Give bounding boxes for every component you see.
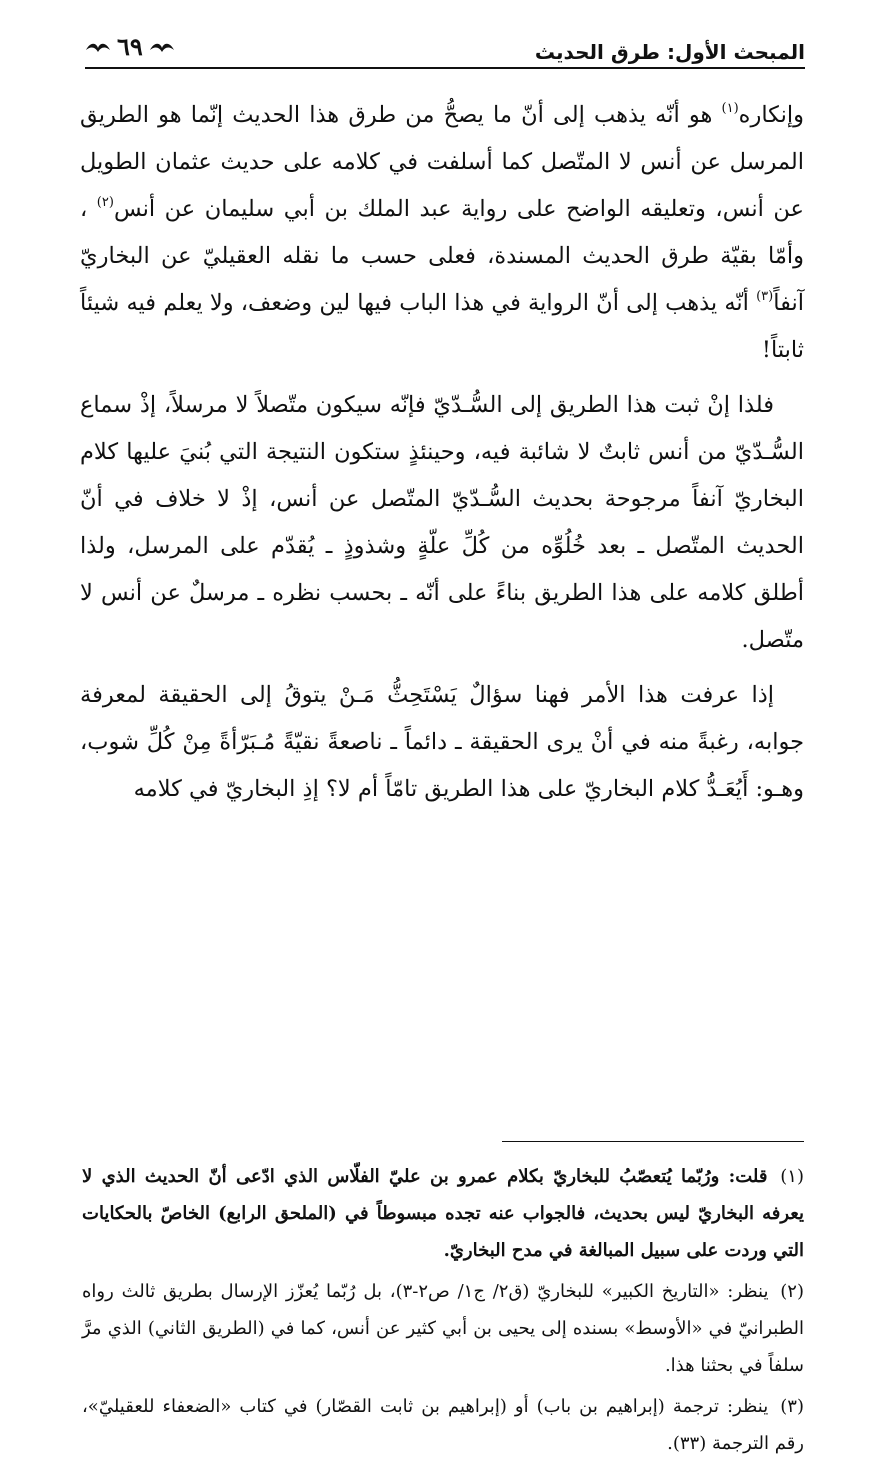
right-ornament-icon [149,40,175,54]
header-rule [85,67,805,69]
footnote-1: (١) قلت: ورُبّما يُتعصّبُ للبخاريّ بكلام عمرو بن عليّ الفلّاس الذي ادّعى أنّ الحديث الذي لا يعرفه البخاريّ ليس بحديث، فالجواب عنه تجده مبسوطاً في (الملحق الرابع) الخاصّ بالحكايات التي وردت على سبيل المبالغة في مدح البخاريّ. [82,1166,804,1261]
paragraph-2: فلذا إنْ ثبت هذا الطريق إلى السُّـدّيّ فإنّه سيكون متّصلاً لا مرسلاً، إذْ سماع السُّـدّيّ من أنس ثابتٌ لا شائبة فيه، وحينئذٍ ستكون النتيجة التي بُنيَ عليها كلام البخاريّ آنفاً مرجوحة بحديث السُّـدّيّ المتّصل عن أنس، إذْ لا خلاف في أنّ الحديث المتّصل ـ بعد خُلُوِّه من كُلِّ علّةٍ وشذوذٍ ـ يُقدّم على المرسل، ولذا أطلق كلامه على هذا الطريق بناءً على أنّه ـ بحسب نظره ـ مرسلٌ عن أنس لا متّصل. [80,392,804,653]
footnote-ref-3: (٣) [756,289,774,304]
footnote-3: (٣) ينظر: ترجمة (إبراهيم بن باب) أو (إبراهيم بن ثابت القصّار) في كتاب «الضعفاء للعقيليّ»، رقم الترجمة (٣٣). [82,1396,804,1454]
footnote-ref-1: (١) [721,101,739,116]
running-header [85,30,805,68]
paragraph-1: وإنكاره$^{(١)}$ هو أنّه يذهب إلى أنّ ما يصحُّ من طرق هذا الحديث إنّما هو الطريق المرسل عن أنس لا المتّصل كما أسلفت في كلامه على حديث عثمان الطويل عن أنس، وتعليقه الواضح على رواية عبد الملك بن أبي سليمان عن أنس$^{(٢)}$ ، وأمّا بقيّة طرق الحديث المسندة، فعلى حسب ما نقله العقيليّ عن البخاريّ آنفاً$^{(٣)}$ أنّه يذهب إلى أنّ الرواية في هذا الباب فيها لين وضعف، ولا يعلم فيه شيئاً ثابتاً! [80,101,804,363]
footnote-2: (٢) ينظر: «التاريخ الكبير» للبخاريّ (ق٢/ ج١/ ص٢-٣)، بل رُبّما يُعزّز الإرسال بطريق ثالث رواه الطبرانيّ في «الأوسط» بسنده إلى يحيى بن أبي كثير عن أنس، كما في (الطريق الثاني) الذي مرَّ سلفاً في بحثنا هذا. [82,1281,804,1376]
footnote-separator [502,1141,804,1142]
page-number: ٦٩ [117,32,143,61]
page-number-box [85,30,175,64]
main-text [80,92,804,821]
left-ornament-icon [85,40,111,54]
footnote-ref-2: (٢) [96,195,114,210]
running-header-title: المبحث الأول: طرق الحديث [534,40,805,64]
footnotes [82,1158,804,1466]
paragraph-3: إذا عرفت هذا الأمر فهنا سؤالٌ يَسْتَحِثُّ مَـنْ يتوقُ إلى الحقيقة لمعرفة جوابه، رغبةً منه في أنْ يرى الحقيقة ـ دائماً ـ ناصعةً نقيّةً مُـبَرّأةً مِنْ كُلِّ شوب، وهـو: أَيُعَـدُّ كلام البخاريّ على هذا الطريق تامّاً أم لا؟ إذِ البخاريّ في كلامه [80,682,804,802]
